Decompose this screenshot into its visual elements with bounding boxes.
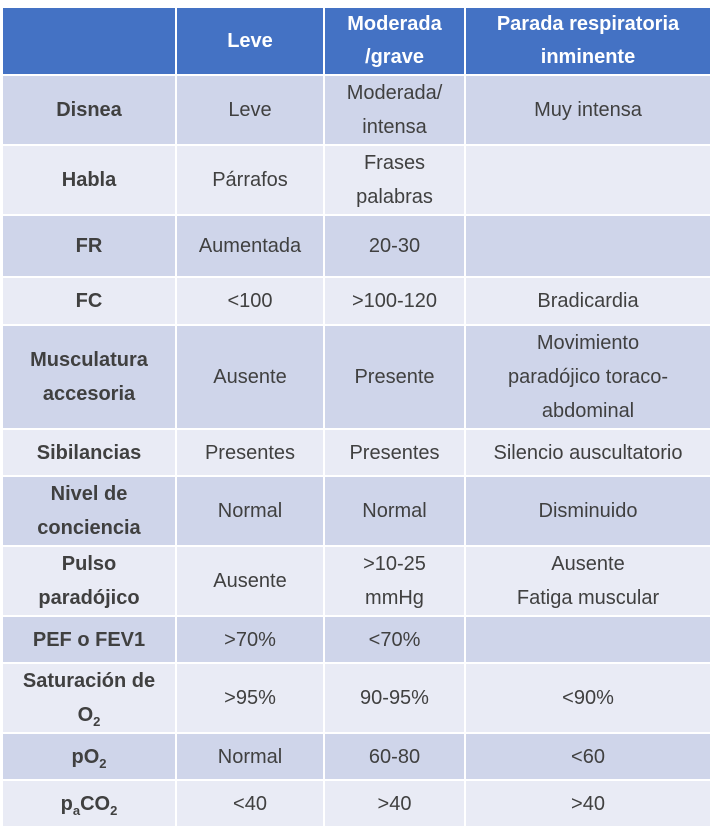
cell-po2-parada: <60	[465, 733, 711, 780]
row-habla	[2, 145, 711, 215]
cell-text: abdominal	[541, 400, 635, 422]
cell-text: palabras	[356, 186, 433, 208]
cell-sibilancias-moderada: Presentes	[324, 429, 465, 476]
cell-pef-parada	[465, 616, 711, 663]
cell-text: intensa	[362, 116, 427, 138]
asthma-severity-table	[1, 6, 712, 828]
row-label-pulso	[2, 546, 176, 616]
row-label-fr: FR	[2, 215, 176, 277]
row-label-conciencia	[2, 476, 176, 546]
header-corner-cell	[2, 7, 176, 75]
row-label-text: p	[60, 792, 73, 815]
header-parada-line2: inminente	[540, 46, 636, 68]
cell-fc-moderada: >100-120	[324, 277, 465, 325]
cell-sibilancias-parada: Silencio auscultatorio	[465, 429, 711, 476]
cell-saturacion-parada: <90%	[465, 663, 711, 733]
cell-habla-parada	[465, 145, 711, 215]
row-label-text: Saturación de	[22, 670, 156, 692]
cell-text: Frases	[363, 152, 426, 174]
row-musculatura	[2, 325, 711, 429]
row-label-po2	[2, 733, 176, 780]
row-fr	[2, 215, 711, 277]
cell-musculatura-parada	[465, 325, 711, 429]
cell-text: mmHg	[365, 587, 424, 609]
cell-paco2-leve: <40	[176, 780, 324, 827]
row-label-habla: Habla	[2, 145, 176, 215]
row-conciencia	[2, 476, 711, 546]
cell-fr-parada	[465, 215, 711, 277]
cell-pef-leve: >70%	[176, 616, 324, 663]
header-moderada-grave	[324, 7, 465, 75]
cell-paco2-moderada: >40	[324, 780, 465, 827]
cell-disnea-parada: Muy intensa	[465, 75, 711, 145]
header-moderada-line1: Moderada	[347, 13, 442, 35]
cell-text: Movimiento	[536, 332, 640, 354]
row-label-disnea: Disnea	[2, 75, 176, 145]
row-label-text: pO	[71, 745, 100, 768]
row-label-paco2	[2, 780, 176, 827]
row-label-sibilancias: Sibilancias	[2, 429, 176, 476]
subscript: 2	[93, 714, 101, 729]
row-label-text: Pulso	[61, 553, 117, 575]
cell-pulso-moderada	[324, 546, 465, 616]
row-paco2	[2, 780, 711, 827]
row-label-musculatura	[2, 325, 176, 429]
cell-saturacion-leve: >95%	[176, 663, 324, 733]
cell-sibilancias-leve: Presentes	[176, 429, 324, 476]
row-label-text: Nivel de	[50, 483, 128, 505]
row-sibilancias	[2, 429, 711, 476]
cell-paco2-parada: >40	[465, 780, 711, 827]
cell-fc-parada: Bradicardia	[465, 277, 711, 325]
row-label-text: conciencia	[37, 517, 141, 539]
cell-conciencia-parada: Disminuido	[465, 476, 711, 546]
row-disnea	[2, 75, 711, 145]
cell-conciencia-leve: Normal	[176, 476, 324, 546]
row-label-pef: PEF o FEV1	[2, 616, 176, 663]
row-label-text: accesoria	[42, 383, 136, 405]
cell-conciencia-moderada: Normal	[324, 476, 465, 546]
cell-musculatura-leve: Ausente	[176, 325, 324, 429]
cell-pulso-parada	[465, 546, 711, 616]
cell-musculatura-moderada: Presente	[324, 325, 465, 429]
cell-disnea-leve: Leve	[176, 75, 324, 145]
row-label-text: Musculatura	[30, 349, 148, 371]
cell-text: Fatiga muscular	[516, 587, 660, 609]
row-label-text: CO	[80, 792, 111, 815]
subscript: 2	[110, 802, 118, 818]
cell-text: Moderada/	[346, 82, 443, 104]
row-label-saturacion	[2, 663, 176, 733]
header-moderada-line2: /grave	[365, 46, 424, 68]
header-row	[2, 7, 711, 75]
header-leve: Leve	[176, 7, 324, 75]
cell-saturacion-moderada: 90-95%	[324, 663, 465, 733]
cell-fr-moderada: 20-30	[324, 215, 465, 277]
cell-text: Ausente	[551, 553, 625, 575]
cell-fc-leve: <100	[176, 277, 324, 325]
subscript: a	[72, 802, 81, 818]
cell-habla-leve: Párrafos	[176, 145, 324, 215]
cell-text: paradójico toraco-	[507, 366, 669, 388]
cell-po2-moderada: 60-80	[324, 733, 465, 780]
cell-disnea-moderada	[324, 75, 465, 145]
cell-pulso-leve: Ausente	[176, 546, 324, 616]
cell-text: >10-25	[363, 553, 426, 575]
row-label-fc: FC	[2, 277, 176, 325]
row-label-text: O	[77, 704, 94, 726]
subscript: 2	[99, 755, 107, 771]
row-pulso	[2, 546, 711, 616]
row-saturacion	[2, 663, 711, 733]
row-label-text: paradójico	[38, 587, 140, 609]
cell-pef-moderada: <70%	[324, 616, 465, 663]
row-fc	[2, 277, 711, 325]
cell-habla-moderada	[324, 145, 465, 215]
row-pef	[2, 616, 711, 663]
row-po2	[2, 733, 711, 780]
header-parada-respiratoria	[465, 7, 711, 75]
header-parada-line1: Parada respiratoria	[496, 13, 680, 35]
cell-fr-leve: Aumentada	[176, 215, 324, 277]
cell-po2-leve: Normal	[176, 733, 324, 780]
